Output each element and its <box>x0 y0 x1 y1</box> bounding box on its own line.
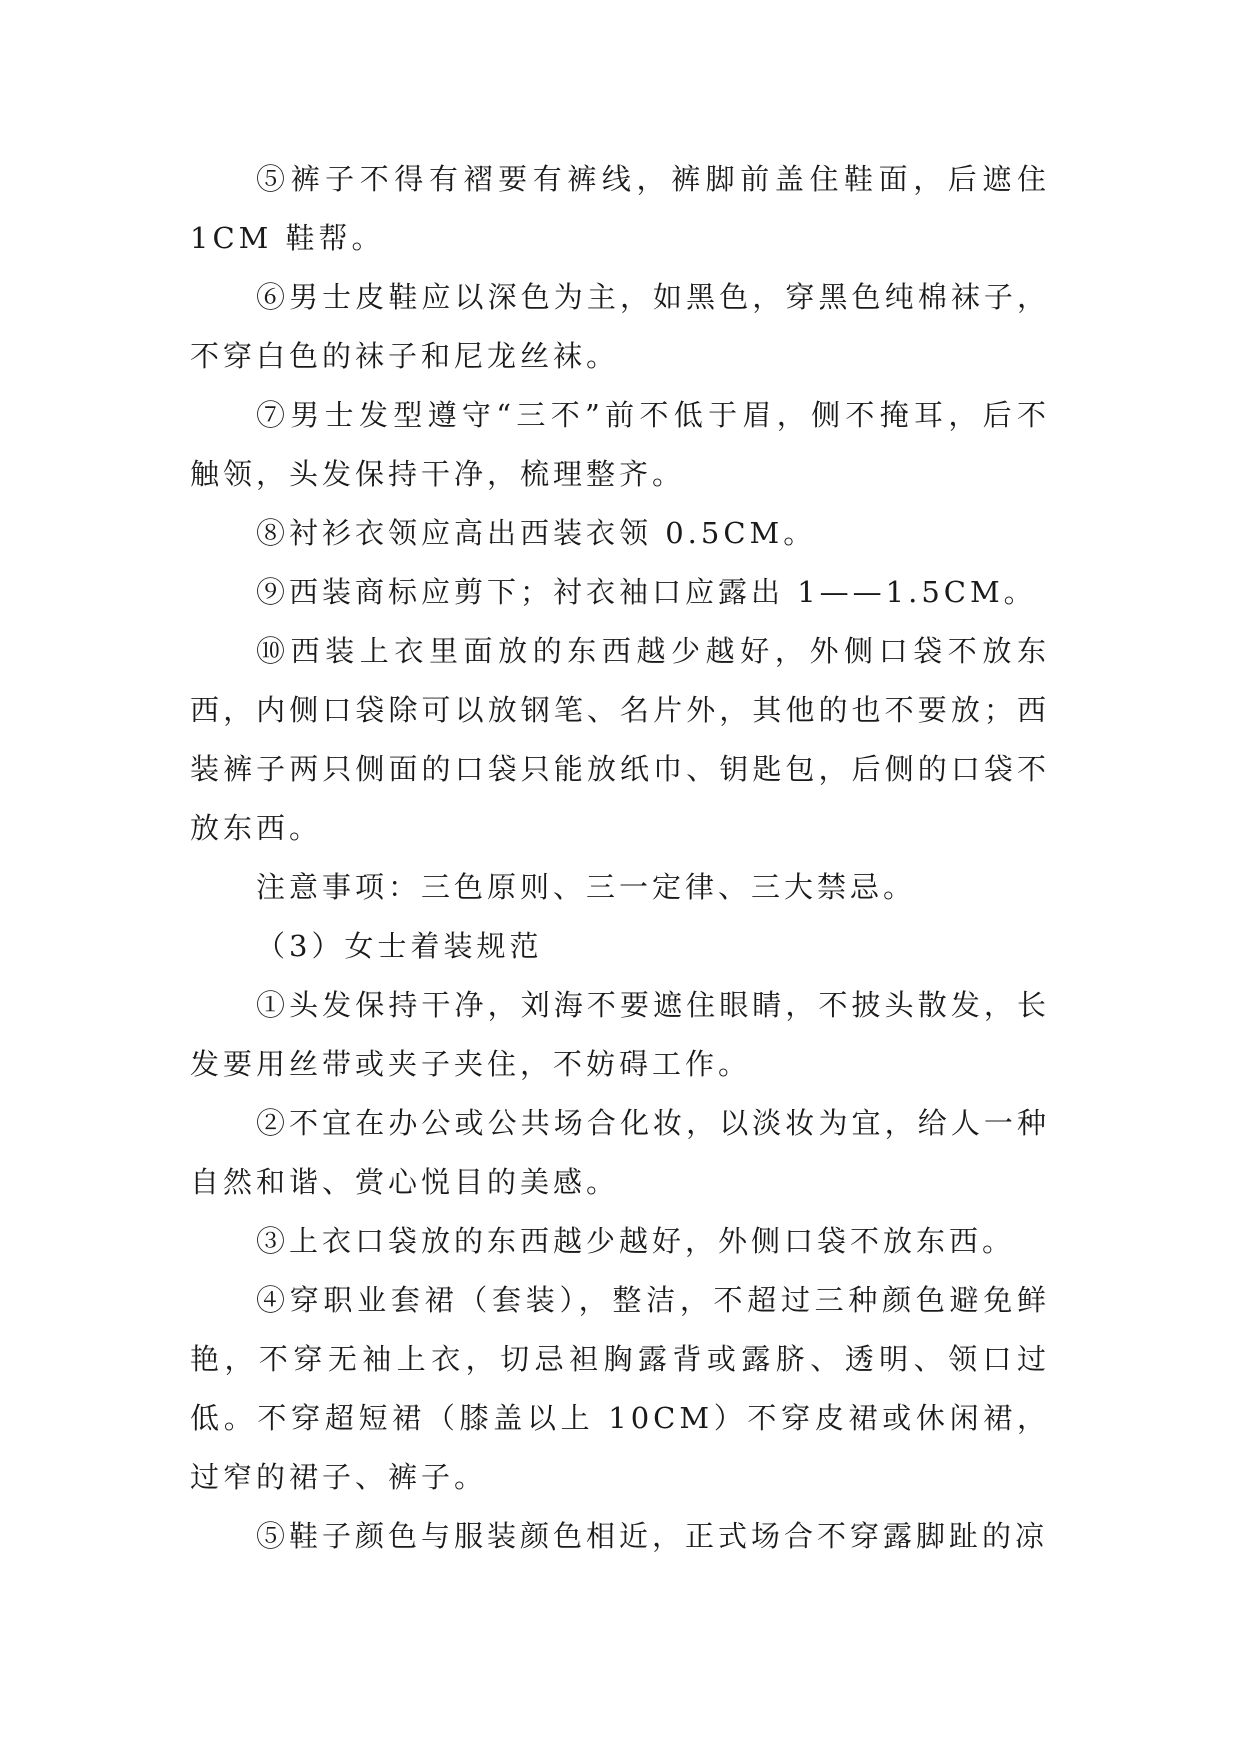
paragraph-mens-shoes: ⑥男士皮鞋应以深色为主，如黑色，穿黑色纯棉袜子，不穿白色的袜子和尼龙丝袜。 <box>190 280 1050 373</box>
paragraph-makeup: ②不宜在办公或公共场合化妆，以淡妆为宜，给人一种自然和谐、赏心悦目的美感。 <box>190 1106 1050 1199</box>
document-body <box>190 150 1064 1566</box>
paragraph-suit-skirt: ④穿职业套裙（套装），整洁，不超过三种颜色避免鲜艳，不穿无袖上衣，切忌袒胸露背或露脐、透明、领口过低。不穿超短裙（膝盖以上 10CM）不穿皮裙或休闲裙，过窄的裙子、裤子。 <box>190 1283 1050 1494</box>
paragraph-suit-pockets: ⑩西装上衣里面放的东西越少越好，外侧口袋不放东西，内侧口袋除可以放钢笔、名片外，其他的也不要放；西装裤子两只侧面的口袋只能放纸巾、钥匙包，后侧的口袋不放东西。 <box>190 634 1050 845</box>
paragraph-shirt-collar: ⑧衬衫衣领应高出西装衣领 0.5CM。 <box>256 516 817 550</box>
paragraph-womens-shoes: ⑤鞋子颜色与服装颜色相近，正式场合不穿露脚趾的凉 <box>256 1519 1049 1553</box>
section-heading-womens-dress-code: （3）女士着装规范 <box>256 929 543 963</box>
paragraph-jacket-pockets: ③上衣口袋放的东西越少越好，外侧口袋不放东西。 <box>256 1224 1016 1258</box>
paragraph-trousers: ⑤裤子不得有褶要有裤线，裤脚前盖住鞋面，后遮住 1CM 鞋帮。 <box>190 162 1064 255</box>
paragraph-mens-hair: ⑦男士发型遵守“三不”前不低于眉，侧不掩耳，后不触领，头发保持干净，梳理整齐。 <box>190 398 1050 491</box>
paragraph-womens-hair: ①头发保持干净，刘海不要遮住眼睛，不披头散发，长发要用丝带或夹子夹住，不妨碍工作。 <box>190 988 1050 1081</box>
paragraph-suit-label: ⑨西装商标应剪下；衬衣袖口应露出 1——1.5CM。 <box>256 575 1037 609</box>
paragraph-notes: 注意事项：三色原则、三一定律、三大禁忌。 <box>256 870 917 904</box>
